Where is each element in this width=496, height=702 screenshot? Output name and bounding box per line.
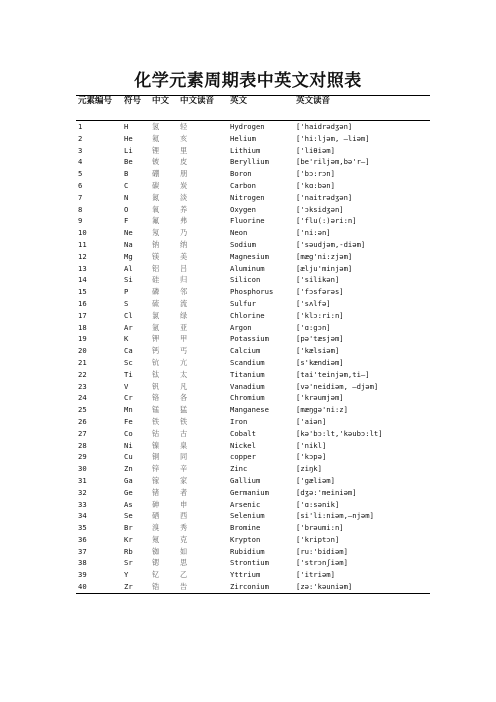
table-row [76, 263, 430, 275]
element-number: 14 [78, 275, 87, 285]
element-chinese-name: 钾 [152, 334, 160, 344]
element-chinese-reading: 西 [180, 511, 188, 521]
header-english-reading: 英文读音 [296, 96, 331, 106]
element-english-name: Beryllium [230, 157, 269, 167]
table-row [76, 369, 430, 381]
element-chinese-reading: 弗 [180, 216, 188, 226]
element-phonetic: [kə'bɔ:lt,'kəubɔ:lt] [296, 428, 383, 438]
element-number: 8 [78, 204, 83, 214]
element-phonetic: [zə:'kəuniəm] [296, 582, 353, 592]
element-phonetic: ['ni:ən] [296, 228, 331, 238]
element-number: 5 [78, 169, 83, 179]
element-phonetic: [be'riljəm,bə'r—] [296, 157, 370, 167]
element-phonetic: ['ɑ:gɔn] [296, 322, 331, 332]
table-row [76, 499, 430, 511]
element-english-name: Neon [230, 228, 248, 238]
element-symbol: Sc [124, 357, 133, 367]
element-chinese-reading: 乙 [180, 570, 188, 580]
element-phonetic: [ru:'bidiəm] [296, 546, 348, 556]
page-title: 化学元素周期表中英文对照表 [134, 71, 362, 91]
element-symbol: V [124, 381, 129, 391]
element-number: 29 [78, 452, 87, 462]
element-chinese-reading: 家 [180, 475, 188, 485]
element-english-name: Sulfur [230, 298, 256, 308]
element-number: 22 [78, 369, 87, 379]
element-symbol: Y [124, 570, 129, 580]
element-number: 13 [78, 263, 87, 273]
element-chinese-name: 硒 [152, 511, 160, 521]
element-english-name: Magnesium [230, 251, 269, 261]
element-number: 9 [78, 216, 83, 226]
element-phonetic: [mæŋgə'ni:z] [296, 405, 348, 415]
element-symbol: N [124, 192, 129, 202]
table-row [76, 416, 430, 428]
element-number: 2 [78, 133, 83, 143]
element-symbol: Ge [124, 487, 133, 497]
element-phonetic: ['strɔnʃiəm] [296, 558, 348, 568]
element-chinese-name: 氖 [152, 228, 160, 238]
element-number: 19 [78, 334, 87, 344]
element-phonetic: ['kriptɔn] [296, 534, 340, 544]
table-row [76, 204, 430, 216]
table-row [76, 322, 430, 334]
header-row [76, 96, 430, 121]
element-number: 15 [78, 287, 87, 297]
element-symbol: Zn [124, 464, 133, 474]
element-chinese-reading: 轻 [180, 122, 188, 131]
element-number: 27 [78, 428, 87, 438]
element-symbol: Ti [124, 369, 133, 379]
element-chinese-name: 铁 [152, 416, 160, 426]
element-chinese-reading: 流 [180, 298, 188, 308]
element-number: 32 [78, 487, 87, 497]
element-symbol: B [124, 169, 129, 179]
element-chinese-name: 铍 [152, 157, 160, 167]
element-number: 39 [78, 570, 87, 580]
element-phonetic: [mæg'ni:zjəm] [296, 251, 353, 261]
element-phonetic: [dʒə:'meiniəm] [296, 487, 357, 497]
element-chinese-reading: 炭 [180, 180, 188, 190]
element-symbol: Cr [124, 393, 133, 403]
element-symbol: S [124, 298, 129, 308]
element-chinese-name: 镍 [152, 440, 160, 450]
element-english-name: Germanium [230, 487, 269, 497]
element-phonetic: ['fɔsfərəs] [296, 287, 344, 297]
element-english-name: Boron [230, 169, 252, 179]
element-symbol: Zr [124, 582, 133, 592]
table-row [76, 274, 430, 286]
element-chinese-reading: 里 [180, 145, 188, 155]
element-chinese-name: 硼 [152, 169, 160, 179]
element-symbol: F [124, 216, 129, 226]
element-english-name: Strontium [230, 558, 269, 568]
element-phonetic: ['aiən] [296, 416, 327, 426]
element-chinese-reading: 铁 [180, 416, 188, 426]
element-number: 10 [78, 228, 87, 238]
element-english-name: Oxygen [230, 204, 256, 214]
element-english-name: Nitrogen [230, 192, 265, 202]
table-row [76, 251, 430, 263]
element-english-name: Phosphorus [230, 287, 274, 297]
element-phonetic: [ziŋk] [296, 464, 322, 474]
table-row [76, 286, 430, 298]
element-english-name: Manganese [230, 405, 269, 415]
table-row [76, 357, 430, 369]
element-symbol: Al [124, 263, 133, 273]
element-phonetic: [və'neidiəm, —djəm] [296, 381, 379, 391]
element-english-name: Scandium [230, 357, 265, 367]
header-english: 英文 [230, 96, 248, 106]
element-chinese-reading: 亥 [180, 133, 188, 143]
element-english-name: Calcium [230, 346, 261, 356]
element-symbol: As [124, 499, 133, 509]
element-symbol: K [124, 334, 129, 344]
table-header [76, 96, 430, 121]
table-row [76, 145, 430, 157]
element-chinese-name: 锂 [152, 145, 160, 155]
element-chinese-name: 碳 [152, 180, 160, 190]
element-phonetic: [s'kændiəm] [296, 357, 344, 367]
element-chinese-reading: 凡 [180, 381, 188, 391]
table-row [76, 168, 430, 180]
element-symbol: Co [124, 428, 133, 438]
table-row [76, 475, 430, 487]
element-chinese-name: 钠 [152, 239, 160, 249]
element-chinese-reading: 思 [180, 558, 188, 568]
element-chinese-reading: 克 [180, 534, 188, 544]
table-row [76, 404, 430, 416]
table-row [76, 310, 430, 322]
table-row [76, 428, 430, 440]
element-phonetic: ['hi:ljəm, —liəm] [296, 133, 370, 143]
element-chinese-name: 锶 [152, 558, 160, 568]
element-number: 38 [78, 558, 87, 568]
element-english-name: Arsenic [230, 499, 261, 509]
element-symbol: Kr [124, 534, 133, 544]
table-row [76, 463, 430, 475]
element-chinese-reading: 皮 [180, 157, 188, 167]
element-english-name: Cobalt [230, 428, 256, 438]
element-number: 21 [78, 357, 87, 367]
element-chinese-name: 氪 [152, 534, 160, 544]
element-phonetic: ['liθiəm] [296, 145, 335, 155]
element-chinese-name: 镓 [152, 475, 160, 485]
element-chinese-reading: 纳 [180, 239, 188, 249]
table-row [76, 345, 430, 357]
element-phonetic: ['gæliəm] [296, 475, 335, 485]
element-chinese-reading: 乃 [180, 228, 188, 238]
table-row [76, 215, 430, 227]
element-english-name: Chromium [230, 393, 265, 403]
element-chinese-reading: 秀 [180, 523, 188, 533]
element-number: 30 [78, 464, 87, 474]
element-chinese-reading: 养 [180, 204, 188, 214]
element-number: 37 [78, 546, 87, 556]
element-english-name: Krypton [230, 534, 261, 544]
element-number: 12 [78, 251, 87, 261]
element-symbol: Cu [124, 452, 133, 462]
element-number: 26 [78, 416, 87, 426]
element-english-name: Lithium [230, 145, 261, 155]
element-chinese-name: 钴 [152, 428, 160, 438]
table-row [76, 451, 430, 463]
element-chinese-name: 溴 [152, 523, 160, 533]
element-number: 25 [78, 405, 87, 415]
element-phonetic: ['ɑ:sənik] [296, 499, 340, 509]
element-chinese-name: 砷 [152, 499, 160, 509]
element-english-name: Selenium [230, 511, 265, 521]
element-chinese-reading: 同 [180, 452, 188, 462]
element-chinese-reading: 甲 [180, 334, 188, 344]
element-phonetic: ['nikl] [296, 440, 327, 450]
table-row [76, 510, 430, 522]
element-english-name: Zirconium [230, 582, 269, 592]
element-chinese-reading: 淡 [180, 192, 188, 202]
header-number: 元素编号 [78, 96, 113, 106]
element-english-name: Argon [230, 322, 252, 332]
element-number: 18 [78, 322, 87, 332]
element-chinese-reading: 吕 [180, 263, 188, 273]
element-chinese-name: 钇 [152, 570, 160, 580]
element-phonetic: ['itriəm] [296, 570, 335, 580]
element-chinese-name: 氮 [152, 192, 160, 202]
table-row [76, 487, 430, 499]
element-symbol: Fe [124, 416, 133, 426]
element-number: 35 [78, 523, 87, 533]
element-number: 20 [78, 346, 87, 356]
element-phonetic: ['krəumjəm] [296, 393, 344, 403]
element-symbol: H [124, 122, 129, 131]
table-row [76, 156, 430, 168]
element-english-name: Rubidium [230, 546, 265, 556]
element-symbol: Si [124, 275, 133, 285]
element-phonetic: ['sʌlfə] [296, 298, 331, 308]
element-chinese-reading: 如 [180, 546, 188, 556]
element-english-name: Aluminum [230, 263, 265, 273]
element-phonetic: ['flu(:)əri:n] [296, 216, 357, 226]
element-chinese-reading: 申 [180, 499, 188, 509]
table-row [76, 227, 430, 239]
element-chinese-name: 锗 [152, 487, 160, 497]
element-number: 16 [78, 298, 87, 308]
element-english-name: Fluorine [230, 216, 265, 226]
element-chinese-name: 铬 [152, 393, 160, 403]
element-phonetic: ['kælsiəm] [296, 346, 340, 356]
element-symbol: C [124, 180, 129, 190]
table-row [76, 440, 430, 452]
element-symbol: Li [124, 145, 133, 155]
element-phonetic: ['klɔ:ri:n] [296, 310, 344, 320]
element-phonetic: [ælju'minjəm] [296, 263, 353, 273]
element-chinese-reading: 者 [180, 487, 188, 497]
element-phonetic: [tai'teinjəm,ti—] [296, 369, 370, 379]
table-row [76, 133, 430, 145]
element-symbol: Ga [124, 475, 133, 485]
element-english-name: Gallium [230, 475, 261, 485]
table-row [76, 534, 430, 546]
element-chinese-name: 钪 [152, 357, 160, 367]
element-number: 28 [78, 440, 87, 450]
element-english-name: Carbon [230, 180, 256, 190]
element-symbol: Cl [124, 310, 133, 320]
table-row [76, 192, 430, 204]
element-chinese-reading: 臬 [180, 440, 188, 450]
element-number: 33 [78, 499, 87, 509]
table-row [76, 522, 430, 534]
element-number: 3 [78, 145, 83, 155]
element-chinese-name: 锌 [152, 464, 160, 474]
element-phonetic: ['ɔksidʒən] [296, 204, 344, 214]
element-english-name: Bromine [230, 523, 261, 533]
element-symbol: Na [124, 239, 133, 249]
element-english-name: Yttrium [230, 570, 261, 580]
table-row [76, 569, 430, 581]
element-symbol: Br [124, 523, 133, 533]
table-row [76, 333, 430, 345]
element-chinese-name: 氟 [152, 216, 160, 226]
header-symbol: 符号 [124, 96, 142, 106]
element-chinese-name: 铷 [152, 546, 160, 556]
element-chinese-reading: 绿 [180, 310, 188, 320]
element-number: 11 [78, 239, 87, 249]
element-english-name: Chlorine [230, 310, 265, 320]
element-chinese-name: 钒 [152, 381, 160, 391]
element-english-name: Helium [230, 133, 256, 143]
element-english-name: Hydrogen [230, 122, 265, 131]
element-symbol: O [124, 204, 129, 214]
table-row [76, 581, 430, 593]
element-chinese-name: 铝 [152, 263, 160, 273]
table-row [76, 121, 430, 133]
table-row [76, 180, 430, 192]
element-chinese-name: 铜 [152, 452, 160, 462]
element-english-name: Potassium [230, 334, 269, 344]
element-symbol: Rb [124, 546, 133, 556]
element-chinese-name: 钛 [152, 369, 160, 379]
element-phonetic: [pə'tæsjəm] [296, 334, 344, 344]
element-chinese-name: 镁 [152, 251, 160, 261]
element-chinese-reading: 辛 [180, 464, 188, 474]
header-chinese: 中文 [152, 96, 170, 106]
table-row [76, 546, 430, 558]
element-chinese-reading: 邻 [180, 287, 188, 297]
element-chinese-name: 氯 [152, 310, 160, 320]
element-chinese-name: 氩 [152, 322, 160, 332]
element-number: 24 [78, 393, 87, 403]
element-chinese-name: 氢 [152, 122, 160, 131]
element-chinese-name: 锆 [152, 582, 160, 592]
element-chinese-reading: 古 [180, 428, 188, 438]
element-chinese-name: 磷 [152, 287, 160, 297]
element-symbol: He [124, 133, 133, 143]
element-symbol: Ne [124, 228, 133, 238]
element-number: 31 [78, 475, 87, 485]
element-english-name: Vanadium [230, 381, 265, 391]
elements-table [76, 95, 430, 594]
element-chinese-reading: 丐 [180, 346, 188, 356]
table-row [76, 392, 430, 404]
element-english-name: Iron [230, 416, 248, 426]
element-chinese-name: 锰 [152, 405, 160, 415]
element-chinese-reading: 亚 [180, 322, 188, 332]
element-number: 17 [78, 310, 87, 320]
element-number: 1 [78, 122, 83, 131]
element-number: 4 [78, 157, 83, 167]
element-chinese-name: 氧 [152, 204, 160, 214]
element-chinese-name: 钙 [152, 346, 160, 356]
element-english-name: Nickel [230, 440, 256, 450]
element-phonetic: ['haidrədʒən] [296, 122, 353, 131]
element-symbol: Sr [124, 558, 133, 568]
element-chinese-reading: 亢 [180, 357, 188, 367]
element-symbol: Ar [124, 322, 133, 332]
element-symbol: P [124, 287, 129, 297]
element-chinese-reading: 朋 [180, 169, 188, 179]
element-chinese-reading: 太 [180, 369, 188, 379]
element-phonetic: [si'li:niəm,—njəm] [296, 511, 374, 521]
element-chinese-reading: 猛 [180, 405, 188, 415]
element-english-name: Silicon [230, 275, 261, 285]
element-phonetic: ['kɑ:bən] [296, 180, 335, 190]
element-phonetic: ['silikən] [296, 275, 340, 285]
element-symbol: Mn [124, 405, 133, 415]
table-row [76, 557, 430, 569]
element-number: 6 [78, 180, 83, 190]
element-phonetic: ['səudjəm,-diəm] [296, 239, 366, 249]
header-chinese-reading: 中文读音 [180, 96, 215, 106]
table-row [76, 239, 430, 251]
element-phonetic: ['bɔ:rɔn] [296, 169, 335, 179]
element-chinese-name: 硫 [152, 298, 160, 308]
element-english-name: Sodium [230, 239, 256, 249]
element-english-name: Zinc [230, 464, 248, 474]
element-symbol: Se [124, 511, 133, 521]
element-number: 23 [78, 381, 87, 391]
element-symbol: Ca [124, 346, 133, 356]
element-phonetic: ['brəumi:n] [296, 523, 344, 533]
table-row [76, 381, 430, 393]
table-body [76, 121, 430, 594]
element-english-name: copper [230, 452, 256, 462]
element-chinese-name: 硅 [152, 275, 160, 285]
element-symbol: Be [124, 157, 133, 167]
element-number: 40 [78, 582, 87, 592]
element-english-name: Titanium [230, 369, 265, 379]
element-chinese-reading: 归 [180, 275, 188, 285]
element-phonetic: ['naitrədʒən] [296, 192, 353, 202]
element-chinese-name: 氦 [152, 133, 160, 143]
element-phonetic: ['kɔpə] [296, 452, 327, 462]
table-row [76, 298, 430, 310]
element-chinese-reading: 各 [180, 393, 188, 403]
element-chinese-reading: 美 [180, 251, 188, 261]
element-chinese-reading: 告 [180, 582, 188, 592]
element-number: 34 [78, 511, 87, 521]
element-symbol: Ni [124, 440, 133, 450]
element-number: 36 [78, 534, 87, 544]
element-number: 7 [78, 192, 83, 202]
element-symbol: Mg [124, 251, 133, 261]
